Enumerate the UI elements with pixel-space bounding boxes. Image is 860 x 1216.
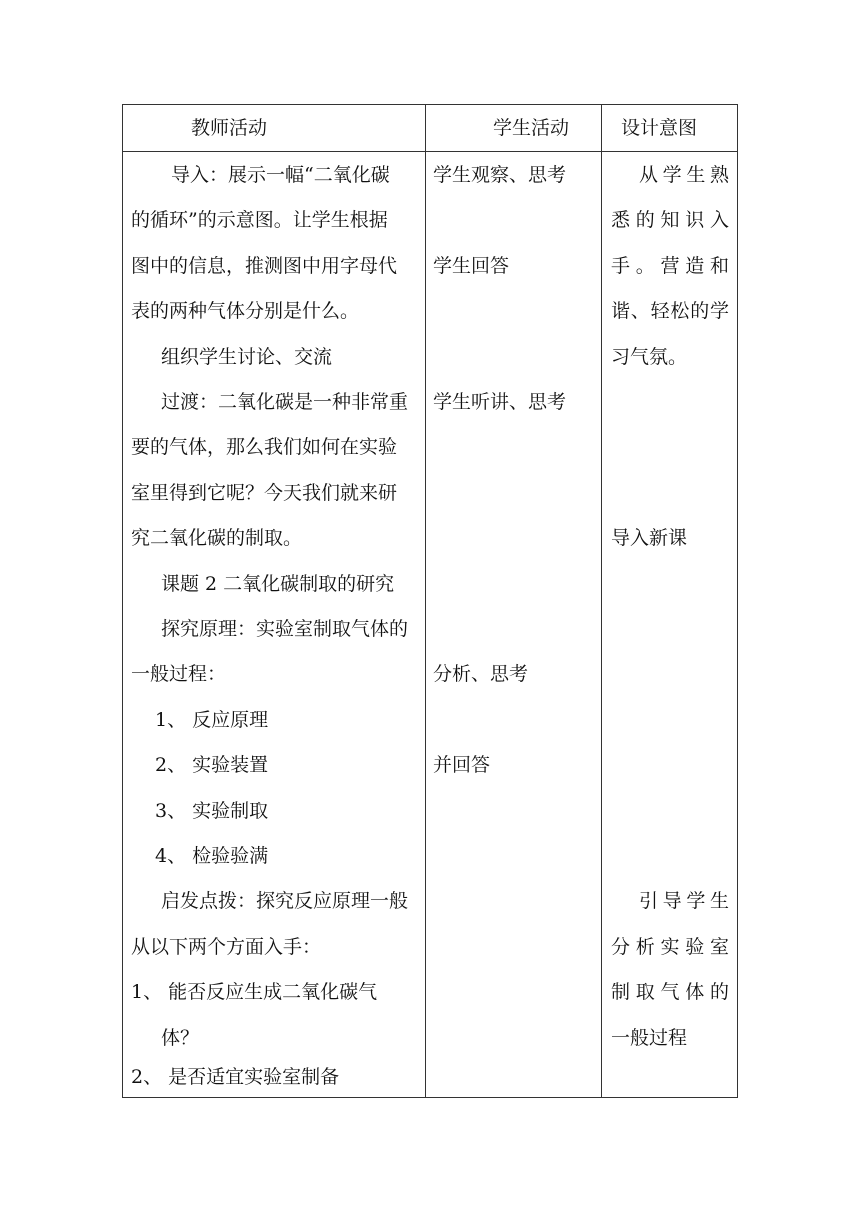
teacher-line: 探究原理：实验室制取气体的 (161, 618, 409, 640)
header-teacher-activity: 教师活动 (191, 117, 268, 139)
teacher-line: 启发点拨：探究反应原理一般 (161, 890, 409, 912)
design-line: 谐、轻松的学 (611, 300, 729, 322)
teacher-line: 图中的信息，推测图中用字母代 (131, 255, 398, 277)
student-note: 分析、思考 (433, 663, 529, 685)
column-divider-1 (425, 105, 426, 1097)
teacher-line: 2、 实验装置 (155, 754, 269, 776)
header-divider (123, 151, 737, 152)
design-line: 制取气体的 (611, 981, 729, 1003)
teacher-line: 的循环”的示意图。让学生根据 (131, 209, 388, 231)
design-line: 悉的知识入 (611, 209, 729, 231)
teacher-line: 3、 实验制取 (155, 800, 269, 822)
student-note: 并回答 (433, 754, 491, 776)
header-design-intent: 设计意图 (621, 117, 698, 139)
student-note: 学生听讲、思考 (433, 391, 567, 413)
design-line: 引导学生 (639, 890, 729, 912)
teacher-line: 课题 2 二氧化碳制取的研究 (161, 573, 395, 595)
teacher-line: 从以下两个方面入手： (131, 936, 322, 958)
teacher-line: 要的气体，那么我们如何在实验 (131, 436, 398, 458)
teacher-line: 一般过程： (131, 663, 227, 685)
header-student-activity: 学生活动 (493, 117, 570, 139)
design-line: 习气氛。 (611, 346, 688, 368)
design-line: 手。营造和 (611, 255, 729, 277)
column-divider-2 (601, 105, 602, 1097)
student-note: 学生观察、思考 (433, 164, 567, 186)
teacher-line: 体？ (161, 1027, 200, 1049)
teacher-line: 4、 检验验满 (155, 845, 269, 867)
design-line: 分析实验室 (611, 936, 729, 958)
teacher-line: 究二氧化碳的制取。 (131, 527, 303, 549)
design-note: 导入新课 (611, 527, 688, 549)
lesson-plan-table (122, 104, 738, 1098)
design-line: 一般过程 (611, 1027, 688, 1049)
teacher-line: 表的两种气体分别是什么。 (131, 300, 360, 322)
teacher-line: 过渡：二氧化碳是一种非常重 (161, 391, 409, 413)
teacher-line: 组织学生讨论、交流 (161, 346, 333, 368)
design-line: 从学生熟 (639, 164, 729, 186)
teacher-line: 导入：展示一幅“二氧化碳 (171, 164, 390, 186)
teacher-line: 2、 是否适宜实验室制备 (131, 1066, 340, 1088)
teacher-line: 1、 能否反应生成二氧化碳气 (131, 981, 378, 1003)
teacher-line: 室里得到它呢？今天我们就来研 (131, 482, 398, 504)
teacher-line: 1、 反应原理 (155, 709, 269, 731)
student-note: 学生回答 (433, 255, 510, 277)
